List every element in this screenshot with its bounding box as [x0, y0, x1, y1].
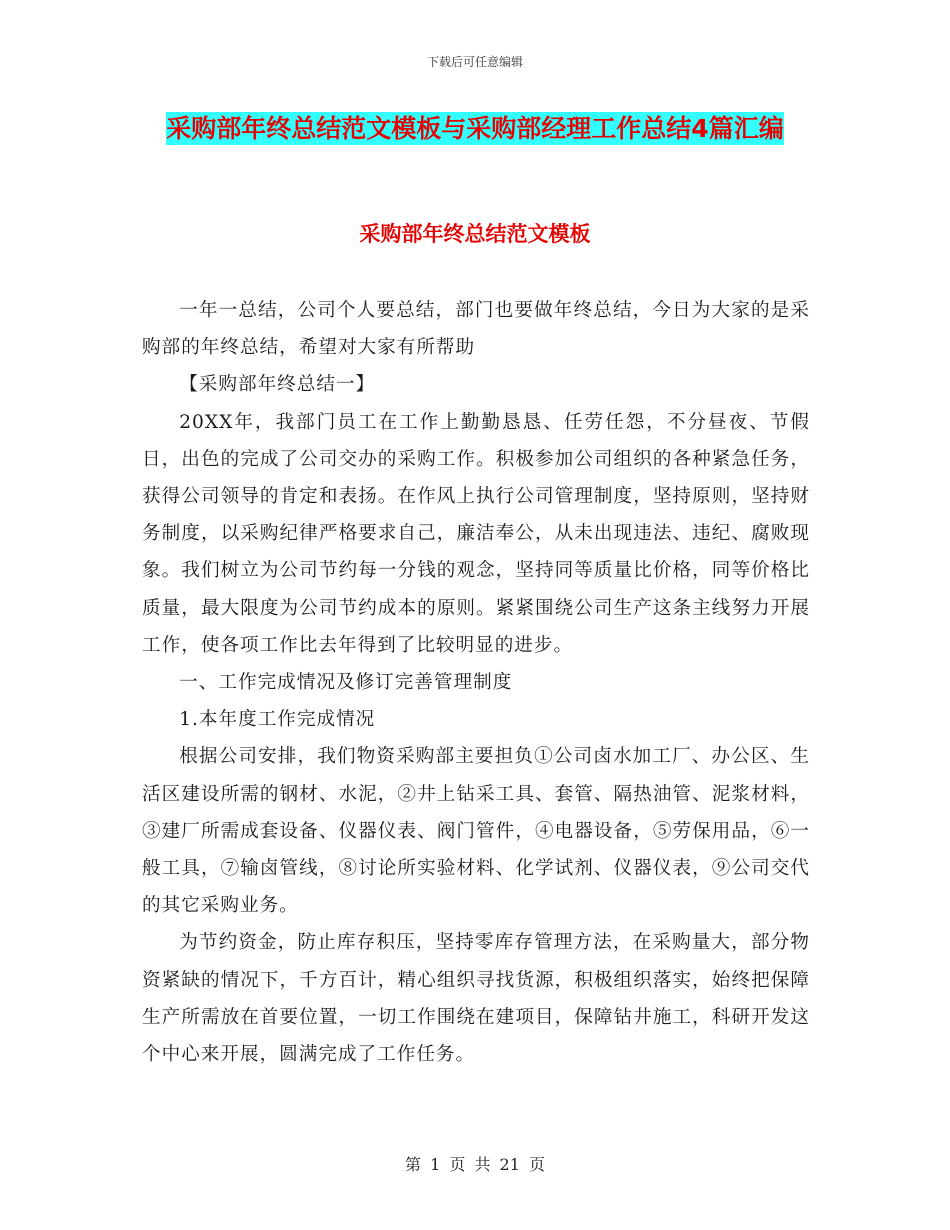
section-title: 采购部年终总结范文模板: [359, 222, 591, 246]
paragraph: 【采购部年终总结一】: [179, 374, 376, 396]
paragraph: 为节约资金，防止库存积压，坚持零库存管理方法，在采购量大，部分物资紧缺的情况下，千方百计，精心组织寻找货源，积极组织落实，始终把保障生产所需放在首要位置，一切工作围绕在建项目，保障钻井施工，科研开发这个中心来开展，圆满完成了工作任务。: [142, 932, 810, 1066]
document-body: [142, 292, 810, 1073]
paragraph: 根据公司安排，我们物资采购部主要担负①公司卤水加工厂、办公区、生活区建设所需的钢材、水泥，②井上钻采工具、套管、隔热油管、泥浆材料，③建厂所需成套设备、仪器仪表、阀门管件，④电器设备，⑤劳保用品，⑥一般工具，⑦输卤管线，⑧讨论所实验材料、化学试剂、仪器仪表，⑨公司交代的其它采购业务。: [142, 746, 810, 917]
document-title: [140, 106, 810, 152]
paragraph: 1.本年度工作完成情况: [179, 709, 376, 731]
document-title-text: 采购部年终总结范文模板与采购部经理工作总结4篇汇编: [166, 114, 784, 143]
paragraph: 一年一总结，公司个人要总结，部门也要做年终总结，今日为大家的是采购部的年终总结，希望对大家有所帮助: [142, 300, 810, 359]
page-footer: 第 1 页 共 21 页: [405, 1155, 545, 1174]
paragraph: 一、工作完成情况及修订完善管理制度: [179, 672, 513, 694]
paragraph: 20XX年，我部门员工在工作上勤勤恳恳、任劳任怨，不分昼夜、节假日，出色的完成了公司交办的采购工作。积极参加公司组织的各种紧急任务，获得公司领导的肯定和表扬。在作风上执行公司管理制度，坚持原则，坚持财务制度，以采购纪律严格要求自己，廉洁奉公，从未出现违法、违纪、腐败现象。我们树立为公司节约每一分钱的观念，坚持同等质量比价格，同等价格比质量，最大限度为公司节约成本的原则。紧紧围绕公司生产这条主线努力开展工作，使各项工作比去年得到了比较明显的进步。: [142, 411, 810, 656]
header-note: 下载后可任意编辑: [426, 55, 523, 69]
